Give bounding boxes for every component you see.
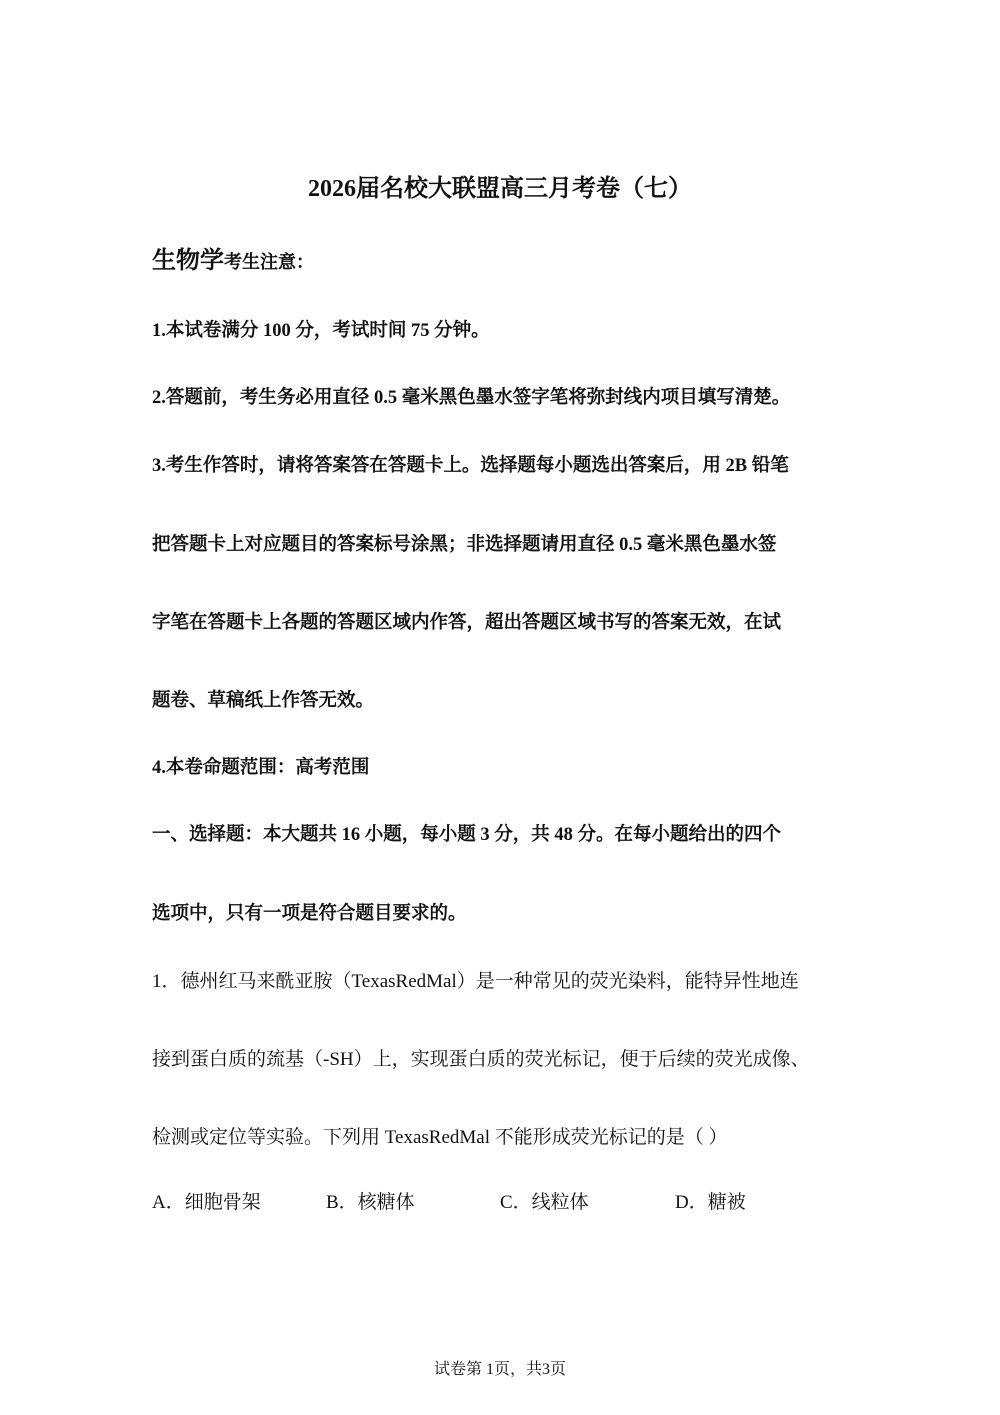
section-heading-line-2: 选项中，只有一项是符合题目要求的。: [152, 904, 467, 924]
subject-line: [152, 240, 314, 275]
question-1-options: [0, 1187, 1000, 1217]
exam-title: 2026届名校大联盟高三月考卷（七）: [308, 176, 692, 202]
question-1-line-3: 检测或定位等实验。下列用 TexasRedMal 不能形成荧光标记的是（ ）: [152, 1127, 728, 1148]
note-3-line-1: 3.考生作答时，请将答案答在答题卡上。选择题每小题选出答案后，用 2B 铅笔: [152, 456, 789, 476]
option-c: C．线粒体: [500, 1192, 589, 1213]
option-d: D．糖被: [675, 1192, 746, 1213]
option-a: A．细胞骨架: [152, 1192, 261, 1213]
question-1-line-2: 接到蛋白质的巯基（-SH）上，实现蛋白质的荧光标记，便于后续的荧光成像、: [152, 1049, 810, 1070]
option-b: B．核糖体: [326, 1192, 415, 1213]
note-1: 1.本试卷满分 100 分，考试时间 75 分钟。: [152, 321, 490, 341]
note-3-line-4: 题卷、草稿纸上作答无效。: [152, 691, 375, 711]
notice-label: 考生注意：: [224, 252, 314, 272]
note-3-line-3: 字笔在答题卡上各题的答题区域内作答，超出答题区域书写的答案无效，在试: [152, 613, 782, 633]
page-footer: 试卷第 1页，共3页: [433, 1361, 566, 1378]
subject-name: 生物学: [152, 246, 224, 274]
section-heading-line-1: 一、选择题：本大题共 16 小题，每小题 3 分，共 48 分。在每小题给出的四个: [152, 825, 782, 845]
note-2: 2.答题前，考生务必用直径 0.5 毫米黑色墨水签字笔将弥封线内项目填写清楚。: [152, 388, 791, 408]
note-4: 4.本卷命题范围：高考范围: [152, 758, 370, 778]
note-3-line-2: 把答题卡上对应题目的答案标号涂黑；非选择题请用直径 0.5 毫米黑色墨水签: [152, 535, 777, 555]
question-1-line-1: 1．德州红马来酰亚胺（TexasRedMal）是一种常见的荧光染料，能特异性地连: [152, 971, 799, 992]
